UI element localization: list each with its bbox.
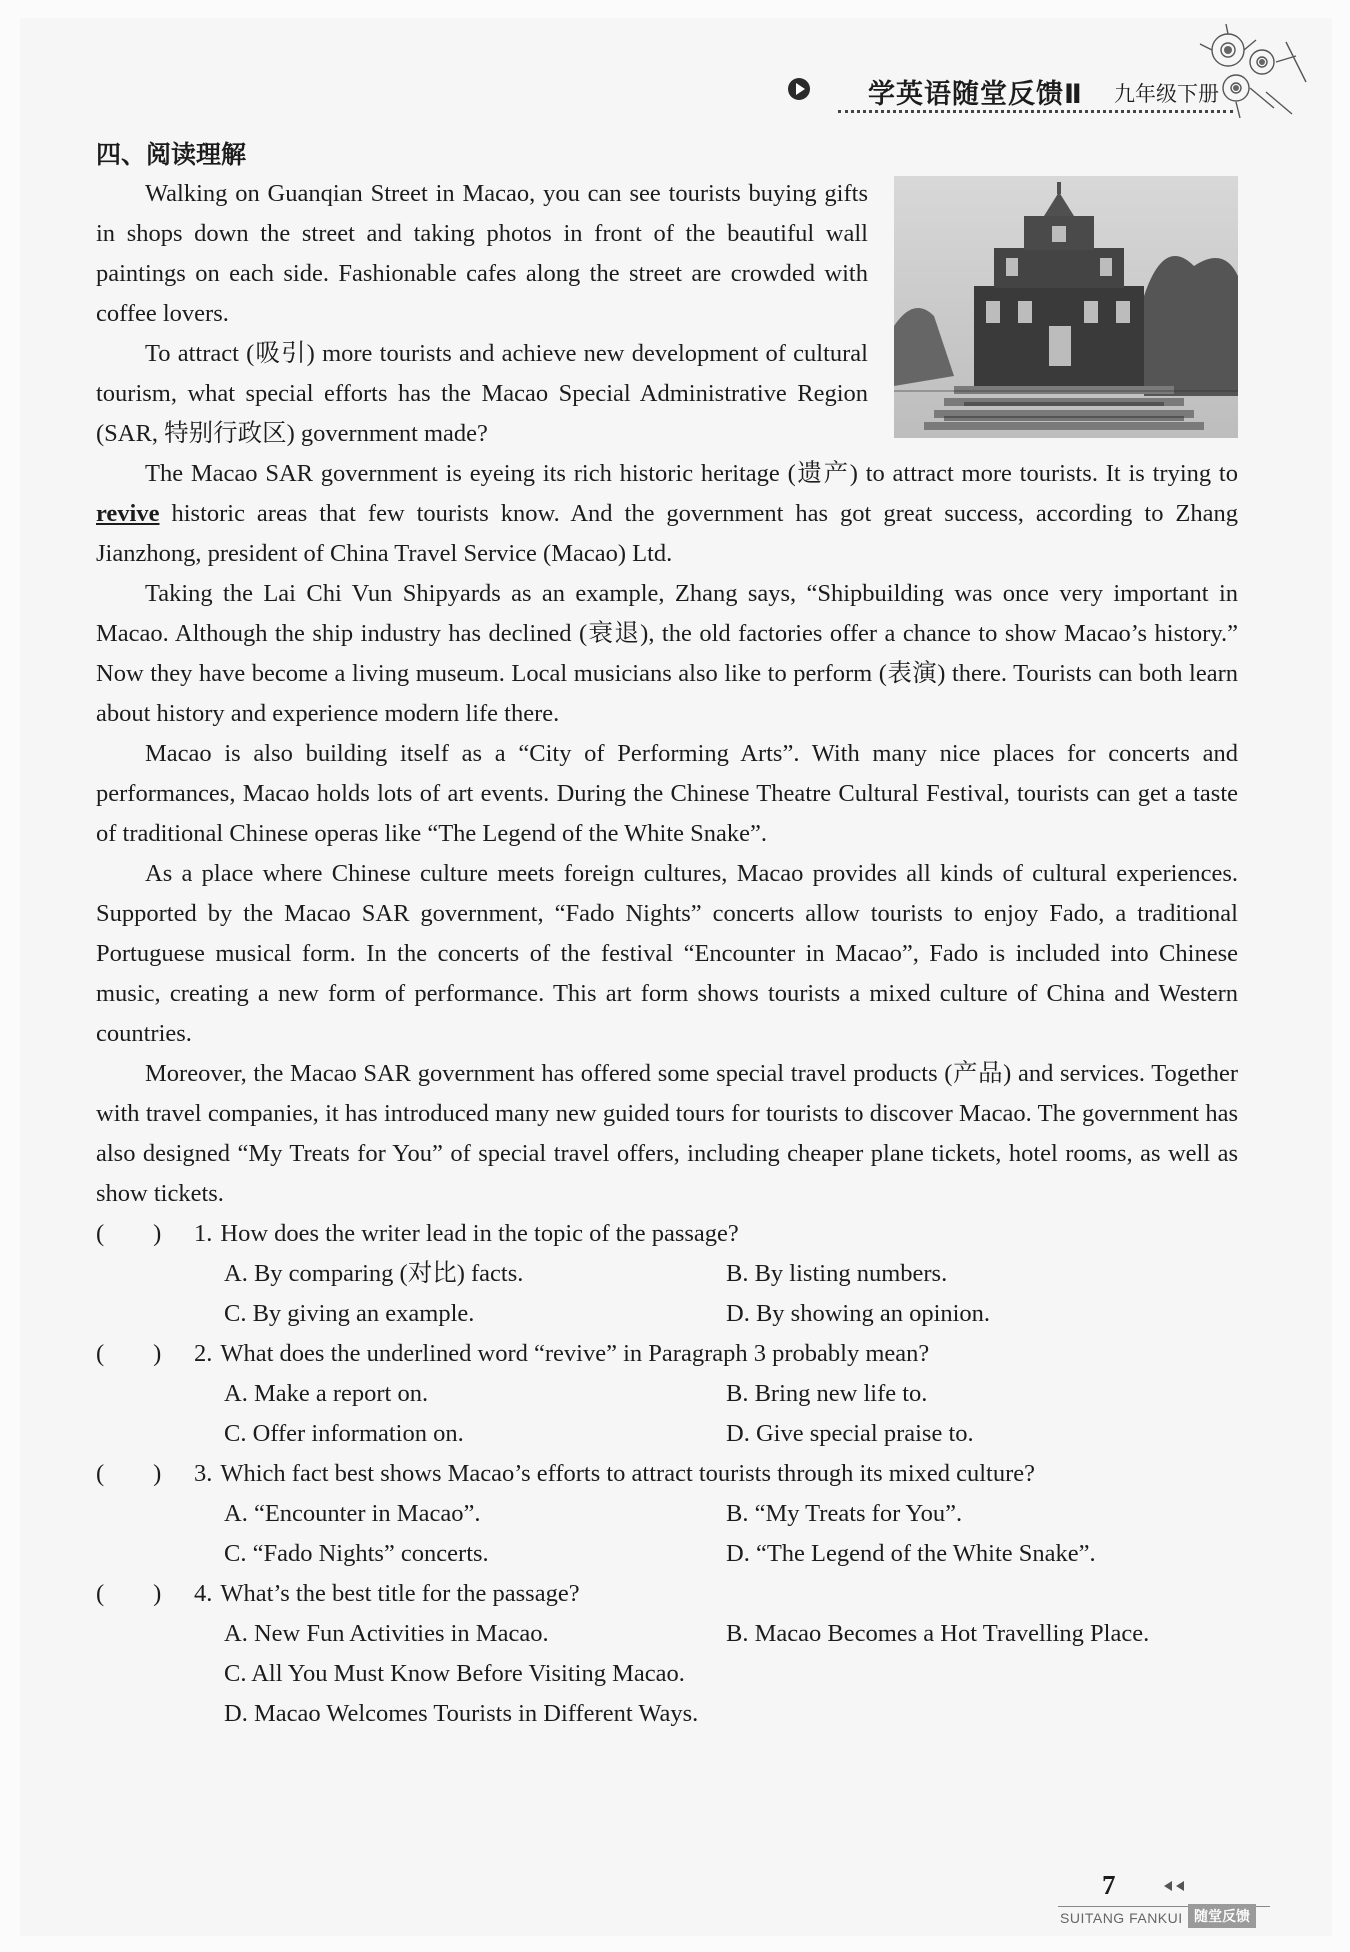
answer-bracket-3[interactable]: ( ) [96,1460,162,1487]
paragraph-1: Walking on Guanqian Street in Macao, you can see tourists buying gifts in shops down the street and taking photos in front of the beautiful wall paintings on each side. Fashionable cafes along the street are crowded with coffee lovers. [96,180,868,327]
option-d[interactable]: D. By showing an opinion. [726,1300,991,1327]
question-4 [96,1574,1238,1614]
content-area [96,138,1238,1734]
double-arrow-left-icon [1162,1880,1186,1892]
question-number: 2. [194,1340,213,1367]
option-a[interactable]: A. By comparing (对比) facts. [224,1260,524,1287]
option-d[interactable]: D. Give special praise to. [726,1420,974,1447]
footer-tag: 随堂反馈 [1188,1904,1256,1928]
answer-bracket-4[interactable]: ( ) [96,1580,162,1607]
option-row [96,1534,1238,1574]
option-a[interactable]: A. “Encounter in Macao”. [224,1500,481,1527]
option-c[interactable]: C. By giving an example. [224,1300,475,1327]
question-number: 1. [194,1220,213,1247]
underlined-word-revive: revive [96,500,160,527]
paragraph-3-part-2: historic areas that few tourists know. And the government has got great success, according to Zhang Jianzhong, president of China Travel Service (Macao) Ltd. [96,500,1238,567]
option-row [96,1414,1238,1454]
option-row [96,1494,1238,1534]
paragraph-2: To attract (吸引) more tourists and achieve new development of cultural tourism, what special efforts has the Macao Special Administrative Region (SAR, 特别行政区) government made? [96,340,868,447]
question-3 [96,1454,1238,1494]
reading-passage [96,174,1238,1214]
option-row [96,1254,1238,1294]
option-c[interactable]: C. “Fado Nights” concerts. [224,1540,489,1567]
page-number: 7 [1102,1870,1116,1900]
answer-bracket-2[interactable]: ( ) [96,1340,162,1367]
paragraph-5: Macao is also building itself as a “City of Performing Arts”. With many nice places for concerts and performances, Macao holds lots of art events. During the Chinese Theatre Cultural Festival, tourists can get a taste of traditional Chinese operas like “The Legend of the White Snake”. [96,740,1238,847]
option-b[interactable]: B. Macao Becomes a Hot Travelling Place. [726,1620,1150,1647]
option-row [96,1294,1238,1334]
question-list [96,1214,1238,1734]
question-2 [96,1334,1238,1374]
option-c[interactable]: C. Offer information on. [224,1420,464,1447]
option-row [96,1374,1238,1414]
option-b[interactable]: B. “My Treats for You”. [726,1500,963,1527]
paragraph-3 [96,454,1238,574]
answer-bracket-1[interactable]: ( ) [96,1220,162,1247]
play-icon [788,78,810,100]
paragraph-7: Moreover, the Macao SAR government has offered some special travel products (产品) and services. Together with travel companies, it has introduced many new guided tours for tourists to discover Macao. The government has also designed “My Treats for You” of special travel offers, including cheaper plane tickets, hotel rooms, as well as show tickets. [96,1060,1238,1207]
book-subtitle: 九年级下册 [1114,82,1219,106]
option-row [96,1614,1238,1654]
section-heading: 四、阅读理解 [96,140,247,169]
option-b[interactable]: B. By listing numbers. [726,1260,948,1287]
book-title: 学英语随堂反馈Ⅱ [868,79,1083,110]
option-row [96,1654,1238,1694]
paragraph-4: Taking the Lai Chi Vun Shipyards as an example, Zhang says, “Shipbuilding was once very important in Macao. Although the ship industry has declined (衰退), the old factories offer a chance to show Macao’s history.” Now they have become a living museum. Local musicians also like to perform (表演) there. Tourists can both learn about history and experience modern life there. [96,580,1238,727]
header-dotted-rule [838,110,1233,113]
paragraph-3-part-1: The Macao SAR government is eyeing its rich historic heritage (遗产) to attract more tourists. It is trying to [145,460,1238,487]
flower-decoration-icon [1196,22,1316,122]
question-1 [96,1214,1238,1254]
question-number: 4. [194,1580,213,1607]
footer-latin-label: SUITANG FANKUI [1060,1910,1183,1926]
option-b[interactable]: B. Bring new life to. [726,1380,928,1407]
question-stem: What does the underlined word “revive” in Paragraph 3 probably mean? [220,1340,930,1367]
paragraph-6: As a place where Chinese culture meets foreign cultures, Macao provides all kinds of cultural experiences. Supported by the Macao SAR government, “Fado Nights” concerts allow tourists to enjoy Fado, a traditional Portuguese musical form. In the concerts of the festival “Encounter in Macao”, Fado is included into Chinese music, creating a new form of performance. This art form shows tourists a mixed culture of China and Western countries. [96,860,1238,1047]
option-c[interactable]: C. All You Must Know Before Visiting Macao. [224,1660,685,1687]
question-stem: Which fact best shows Macao’s efforts to attract tourists through its mixed culture? [220,1460,1036,1487]
option-d[interactable]: D. Macao Welcomes Tourists in Different Ways. [224,1700,699,1727]
option-d[interactable]: D. “The Legend of the White Snake”. [726,1540,1096,1567]
question-number: 3. [194,1460,213,1487]
option-a[interactable]: A. New Fun Activities in Macao. [224,1620,549,1647]
question-stem: What’s the best title for the passage? [220,1580,580,1607]
option-a[interactable]: A. Make a report on. [224,1380,429,1407]
option-row [96,1694,1238,1734]
ruins-of-st-paul-photo [894,176,1238,438]
question-stem: How does the writer lead in the topic of the passage? [220,1220,739,1247]
page-header [780,68,1250,112]
